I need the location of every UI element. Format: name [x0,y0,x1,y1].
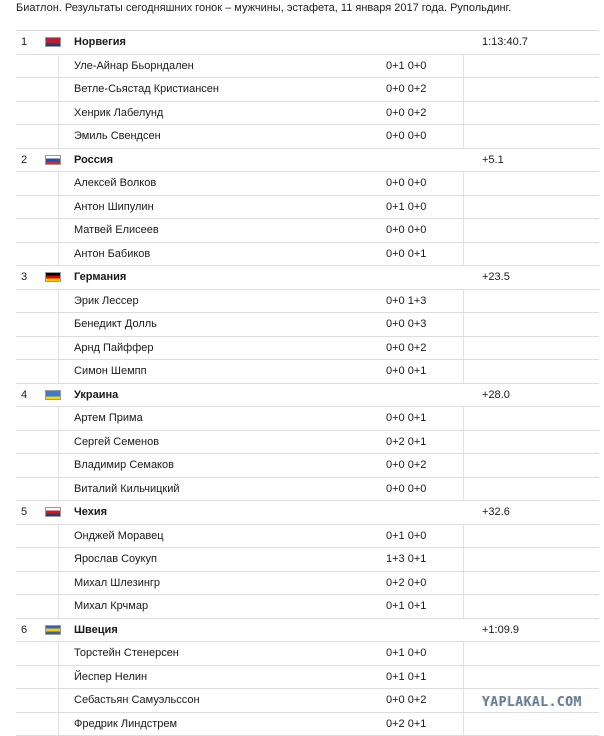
athlete-name: Антон Бабиков [74,243,150,266]
athlete-shooting: 0+2 0+1 [386,713,426,736]
athlete-row [16,431,599,455]
athlete-name: Эмиль Свендсен [74,125,161,148]
athlete-shooting: 0+0 1+3 [386,290,426,313]
athlete-name: Йеспер Нелин [74,666,147,689]
team-time: 1:13:40.7 [482,31,528,54]
athlete-row [16,548,599,572]
athlete-row [16,172,599,196]
team-name: Норвегия [74,31,126,54]
athlete-row [16,337,599,361]
athlete-name: Арнд Пайффер [74,337,154,360]
team-rank: 1 [21,31,41,54]
athlete-row [16,454,599,478]
athlete-name: Сергей Семенов [74,431,159,454]
athlete-shooting: 0+1 0+0 [386,55,426,78]
team-time: +1:09.9 [482,619,519,642]
athlete-name: Уле-Айнар Бьорндален [74,55,194,78]
athlete-name: Эрик Лессер [74,290,139,313]
athlete-shooting: 0+0 0+0 [386,125,426,148]
athlete-shooting: 1+3 0+1 [386,548,426,571]
team-row [16,31,599,55]
athlete-row [16,78,599,102]
team-time: +32.6 [482,501,510,524]
athlete-row [16,102,599,126]
athlete-shooting: 0+0 0+1 [386,360,426,383]
athlete-row [16,407,599,431]
athlete-shooting: 0+0 0+3 [386,313,426,336]
athlete-name: Фредрик Линдстрем [74,713,177,736]
athlete-shooting: 0+2 0+0 [386,572,426,595]
athlete-name: Виталий Кильчицкий [74,478,180,501]
athlete-name: Симон Шемпп [74,360,147,383]
results-table [16,30,599,736]
athlete-name: Хенрик Лабелунд [74,102,163,125]
athlete-shooting: 0+1 0+0 [386,525,426,548]
team-rank: 2 [21,149,41,172]
team-name: Чехия [74,501,107,524]
flag-icon [45,619,65,642]
athlete-shooting: 0+2 0+1 [386,431,426,454]
athlete-row [16,666,599,690]
athlete-name: Себастьян Самуэльссон [74,689,200,712]
team-rank: 5 [21,501,41,524]
watermark-logo: YAPLAKAL.COM [482,695,582,710]
page-caption: Биатлон. Результаты сегодняшних гонок – мужчины, эстафета, 11 января 2017 года. Рупольдинг. [16,2,511,14]
athlete-shooting: 0+1 0+0 [386,642,426,665]
athlete-row [16,595,599,619]
athlete-shooting: 0+0 0+2 [386,689,426,712]
athlete-shooting: 0+0 0+1 [386,407,426,430]
athlete-row [16,478,599,502]
athlete-row [16,525,599,549]
athlete-shooting: 0+1 0+0 [386,196,426,219]
athlete-name: Ветле-Сьястад Кристиансен [74,78,219,101]
athlete-shooting: 0+0 0+2 [386,102,426,125]
team-rank: 6 [21,619,41,642]
athlete-row [16,196,599,220]
athlete-shooting: 0+0 0+2 [386,454,426,477]
athlete-shooting: 0+0 0+0 [386,478,426,501]
athlete-row [16,713,599,736]
team-name: Швеция [74,619,118,642]
flag-icon [45,266,65,289]
flag-icon [45,501,65,524]
athlete-name: Михал Крчмар [74,595,148,618]
team-name: Германия [74,266,126,289]
athlete-name: Алексей Волков [74,172,156,195]
flag-icon [45,384,65,407]
athlete-name: Бенедикт Долль [74,313,157,336]
athlete-name: Артем Прима [74,407,143,430]
athlete-name: Торстейн Стенерсен [74,642,179,665]
team-row [16,619,599,643]
athlete-name: Онджей Моравец [74,525,164,548]
flag-icon [45,149,65,172]
team-name: Россия [74,149,113,172]
athlete-name: Михал Шлезингр [74,572,160,595]
athlete-name: Ярослав Соукуп [74,548,157,571]
team-row [16,149,599,173]
athlete-shooting: 0+0 0+2 [386,337,426,360]
team-rank: 4 [21,384,41,407]
flag-icon [45,31,65,54]
athlete-row [16,360,599,384]
team-row [16,384,599,408]
athlete-row [16,55,599,79]
athlete-row [16,642,599,666]
athlete-shooting: 0+0 0+1 [386,243,426,266]
athlete-row [16,243,599,267]
athlete-name: Матвей Елисеев [74,219,159,242]
team-name: Украина [74,384,118,407]
team-time: +5.1 [482,149,504,172]
team-rank: 3 [21,266,41,289]
athlete-row [16,572,599,596]
athlete-shooting: 0+0 0+0 [386,172,426,195]
team-row [16,501,599,525]
athlete-shooting: 0+0 0+2 [386,78,426,101]
athlete-row [16,313,599,337]
athlete-name: Антон Шипулин [74,196,154,219]
team-time: +28.0 [482,384,510,407]
team-row [16,266,599,290]
team-time: +23.5 [482,266,510,289]
athlete-shooting: 0+1 0+1 [386,666,426,689]
athlete-row [16,290,599,314]
athlete-shooting: 0+1 0+1 [386,595,426,618]
athlete-row [16,219,599,243]
athlete-name: Владимир Семаков [74,454,174,477]
athlete-shooting: 0+0 0+0 [386,219,426,242]
athlete-row [16,125,599,149]
